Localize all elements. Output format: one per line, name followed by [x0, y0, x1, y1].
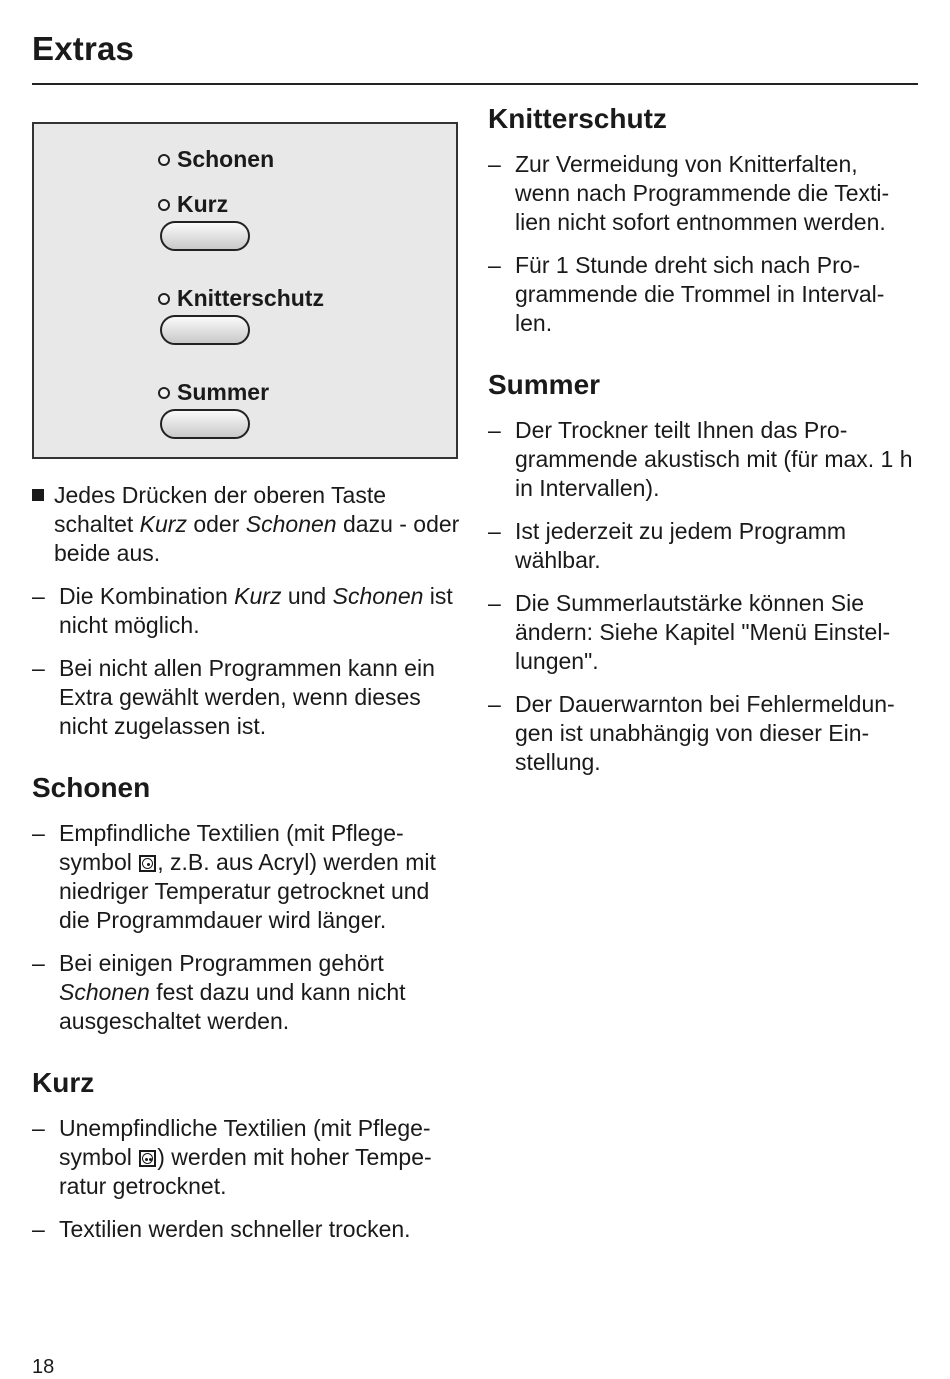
dash-bullet: –: [32, 1115, 45, 1141]
page-title: Extras: [32, 30, 135, 67]
panel-label: Kurz: [177, 191, 229, 217]
panel-label: Schonen: [177, 146, 275, 172]
summer-list: [488, 416, 918, 777]
list-item: – Der Dauerwarnton bei Fehlermeldun-gen ist unabhängig von dieser Ein-stellung.: [488, 691, 895, 775]
panel-item-summer: [158, 379, 269, 406]
list-item: – Die Kombination Kurz und Schonen ist nicht möglich.: [32, 583, 453, 638]
dryer-symbol-two-dots-icon: [139, 1150, 156, 1167]
panel-item-kurz: [158, 191, 228, 218]
list-item: – Bei einigen Programmen gehört Schonen fest dazu und kann nicht ausgeschaltet werden.: [32, 950, 406, 1034]
panel-item-knitterschutz: [158, 285, 324, 312]
schonen-list: [32, 819, 464, 1036]
dash-bullet: –: [32, 950, 45, 976]
dash-bullet: –: [32, 820, 45, 846]
left-column: [32, 122, 464, 1244]
list-item: – Für 1 Stunde dreht sich nach Pro-grammende die Trommel in Interval-len.: [488, 252, 885, 336]
intro-list: [32, 582, 464, 741]
list-item: – Bei nicht allen Programmen kann ein Extra gewählt werden, wenn dieses nicht zugelassen ist.: [32, 655, 435, 739]
section-heading-knitterschutz: Knitterschutz: [488, 103, 667, 134]
indicator-light-icon: [158, 293, 170, 305]
list-item: – Textilien werden schneller trocken.: [32, 1216, 411, 1242]
section-heading-schonen: Schonen: [32, 772, 151, 803]
control-panel-illustration: [32, 122, 458, 459]
dash-bullet: –: [32, 583, 45, 609]
kurz-list: [32, 1114, 464, 1244]
panel-label: Summer: [177, 379, 270, 405]
title-divider: [32, 83, 918, 85]
panel-button-extras: [160, 221, 250, 251]
dash-bullet: –: [488, 691, 501, 717]
dash-bullet: –: [488, 518, 501, 544]
section-heading-kurz: Kurz: [32, 1067, 95, 1098]
dash-bullet: –: [32, 655, 45, 681]
square-bullet-icon: [32, 489, 44, 501]
list-item: – Empfindliche Textilien (mit Pflege-symbol , z.B. aus Acryl) werden mit niedriger Temperatur getrocknet und die Programmdauer wird länger.: [32, 820, 436, 933]
panel-label: Knitterschutz: [177, 285, 324, 311]
right-column: [488, 102, 918, 777]
panel-button-summer: [160, 409, 250, 439]
dash-bullet: –: [488, 590, 501, 616]
intro-paragraph: Jedes Drücken der oberen Taste schaltet Kurz oder Schonen dazu - oder beide aus.: [32, 481, 464, 568]
panel-item-schonen: [158, 146, 274, 173]
list-item: – Unempfindliche Textilien (mit Pflege-symbol ) werden mit hoher Tempe-ratur getrocknet.: [32, 1115, 432, 1199]
dash-bullet: –: [488, 252, 501, 278]
list-item: – Die Summerlautstärke können Sie ändern: Siehe Kapitel "Menü Einstel-lungen".: [488, 590, 891, 674]
dash-bullet: –: [488, 151, 501, 177]
section-heading-summer: Summer: [488, 369, 601, 400]
dash-bullet: –: [488, 417, 501, 443]
indicator-light-icon: [158, 199, 170, 211]
dash-bullet: –: [32, 1216, 45, 1242]
list-item: – Zur Vermeidung von Knitterfalten, wenn nach Programmende die Texti-lien nicht sofort entnommen werden.: [488, 151, 890, 235]
list-item: – Ist jederzeit zu jedem Programm wählbar.: [488, 518, 847, 573]
indicator-light-icon: [158, 154, 170, 166]
indicator-light-icon: [158, 387, 170, 399]
list-item: – Der Trockner teilt Ihnen das Pro-grammende akustisch mit (für max. 1 h in Intervallen).: [488, 417, 913, 501]
panel-button-knitterschutz: [160, 315, 250, 345]
knitterschutz-list: [488, 150, 918, 338]
page-number: 18: [32, 1356, 55, 1378]
dryer-symbol-one-dot-icon: [139, 855, 156, 872]
